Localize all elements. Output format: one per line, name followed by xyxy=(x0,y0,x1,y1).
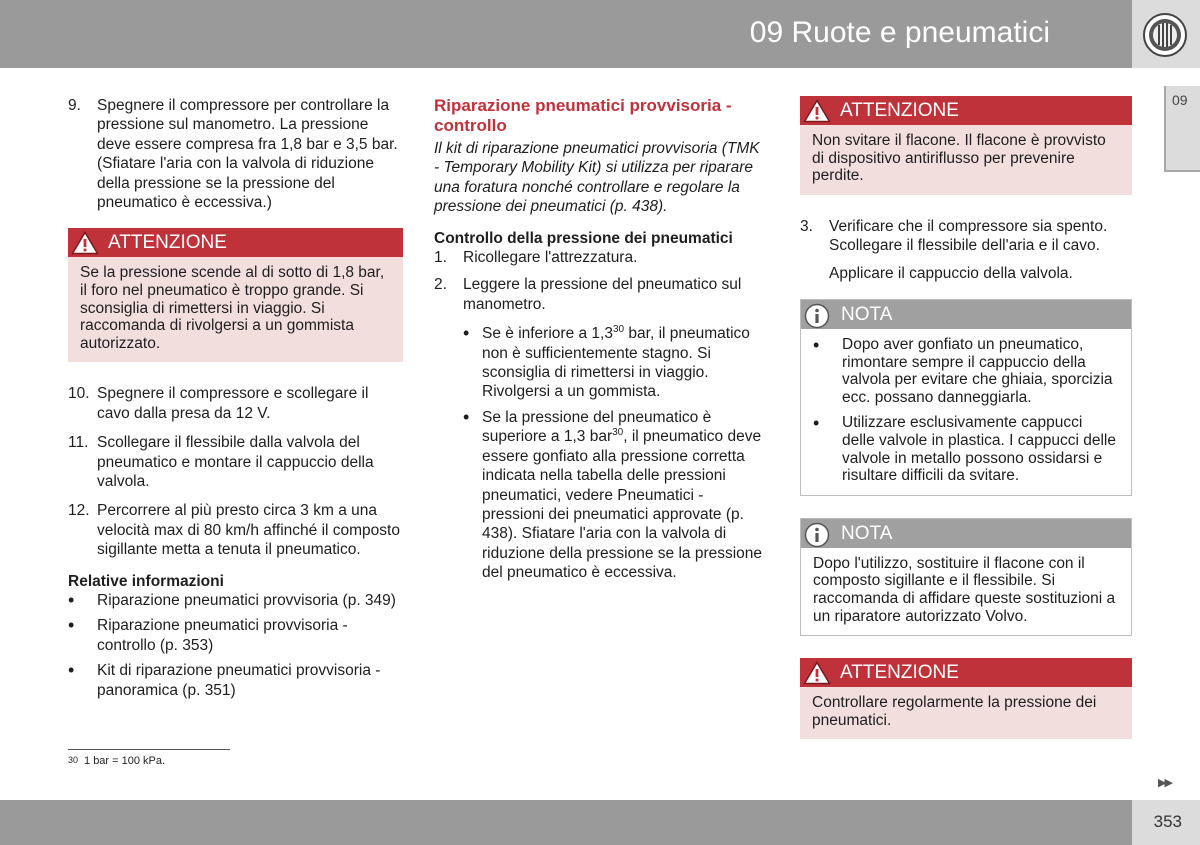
step-9 xyxy=(68,96,403,212)
warning-box xyxy=(68,228,403,362)
list-item xyxy=(813,336,1119,406)
bullet-text: Se la pressione del pneumatico è superiore a 1,3 bar$^{30}$, il pneumatico deve essere gonfiato alla pressione corretta indicata nella tabella delle pressioni pneumatici, vedere Pneumatici - pressioni dei pneumatici approvate (p. 438). Sfiatare l'aria con la valvola di riduzione della pressione se la pressione del pneumatico è eccessiva. xyxy=(482,408,763,582)
note-body xyxy=(801,329,1131,495)
chapter-title: 09 Ruote e pneumatici xyxy=(749,16,1050,49)
related-link[interactable] xyxy=(68,616,403,655)
header-bar xyxy=(0,0,1132,68)
bullet-dot: • xyxy=(68,590,75,611)
bullet-dot: • xyxy=(813,413,820,434)
related-link[interactable] xyxy=(68,591,403,610)
related-link[interactable] xyxy=(68,661,403,700)
info-icon xyxy=(804,303,830,329)
step-2 xyxy=(434,275,769,314)
footer-bar xyxy=(0,800,1132,845)
warning-box xyxy=(800,658,1132,739)
footnote-ref: 30 xyxy=(612,427,624,439)
footnote-mark: 30 xyxy=(68,755,79,765)
page-number: 353 xyxy=(1153,812,1182,831)
note-header xyxy=(801,300,1131,329)
info-icon xyxy=(804,522,830,548)
step-text: Verificare che il compressore sia spento. Scollegare il flessibile dell'aria e il cavo. xyxy=(829,217,1108,255)
step-text: Leggere la pressione del pneumatico sul manometro. xyxy=(463,276,742,313)
warning-box xyxy=(800,96,1132,195)
bullet-text: Dopo aver gonfiato un pneumatico, rimontare sempre il cappuccio della valvola per evitare che ghiaia, sporcizia ecc. possano danneggiarla. xyxy=(842,336,1113,406)
footnote-divider xyxy=(68,749,230,750)
step-number: 12. xyxy=(68,502,90,520)
step-3 xyxy=(800,217,1132,256)
column-right xyxy=(800,96,1132,761)
step-text: Percorrere al più presto circa 3 km a una velocità max di 80 km/h affinché il composto sigillante metta a tenuta il pneumatico. xyxy=(97,502,400,559)
step-11 xyxy=(68,433,403,491)
warning-body: Se la pressione scende al di sotto di 1,8 bar, il foro nel pneumatico è troppo grande. Si sconsiglia di rimettersi in viaggio. Si raccomanda di rivolgersi a un gommista autorizzato. xyxy=(68,257,403,362)
step-10 xyxy=(68,384,403,423)
step-number: 10. xyxy=(68,385,90,403)
chapter-side-tab[interactable] xyxy=(1164,86,1200,172)
warning-header xyxy=(68,228,403,257)
footnote xyxy=(68,755,165,767)
bullet-dot: • xyxy=(68,660,75,681)
related-link-text: Riparazione pneumatici provvisoria (p. 349) xyxy=(97,592,396,610)
list-item xyxy=(463,324,769,402)
related-link-text: Riparazione pneumatici provvisoria - controllo (p. 353) xyxy=(97,617,348,654)
list-item xyxy=(463,408,769,583)
step-extra-text: Applicare il cappuccio della valvola. xyxy=(829,264,1073,282)
step-number: 11. xyxy=(68,434,89,452)
related-link-text: Kit di riparazione pneumatici provvisoria - panoramica (p. 351) xyxy=(97,662,381,699)
list-item xyxy=(813,414,1119,484)
note-body: Dopo l'utilizzo, sostituire il flacone con il composto sigillante e il flessibile. Si raccomanda di affidare queste sostituzioni a un riparatore autorizzato Volvo. xyxy=(801,548,1131,635)
step-text: Scollegare il flessibile dalla valvola del pneumatico e montare il cappuccio della valvola. xyxy=(97,434,374,491)
step-text: Spegnere il compressore per controllare la pressione sul manometro. La pressione deve essere compresa fra 1,8 bar e 3,5 bar. (Sfiatare l'aria con la valvola di riduzione della pressione se la pressione del pneumatico è eccessiva.) xyxy=(97,97,398,212)
note-title: NOTA xyxy=(841,522,893,544)
step-number: 2. xyxy=(434,276,447,294)
step-number: 3. xyxy=(800,217,813,235)
warning-header xyxy=(800,658,1132,687)
subheading: Controllo della pressione dei pneumatici xyxy=(434,229,733,247)
warning-header xyxy=(800,96,1132,125)
warning-title: ATTENZIONE xyxy=(840,662,959,684)
step-text: Ricollegare l'attrezzatura. xyxy=(463,249,638,267)
bullet-dot: • xyxy=(813,335,820,355)
step-text: Spegnere il compressore e scollegare il cavo dalla presa da 12 V. xyxy=(97,385,369,422)
bullet-text: Se è inferiore a $1,3^{30}$ bar, il pneumatico non è sufficientemente stagno. Si sconsiglia di rimettersi in viaggio. Rivolgersi a un gommista. xyxy=(482,324,750,401)
header-icon-box xyxy=(1132,0,1200,68)
warning-body: Controllare regolarmente la pressione dei pneumatici. xyxy=(800,687,1132,739)
tire-icon xyxy=(1142,12,1188,58)
page-number-box xyxy=(1132,800,1200,845)
note-box xyxy=(800,518,1132,636)
warning-title: ATTENZIONE xyxy=(108,232,227,254)
section-title: Riparazione pneumatici provvisoria - controllo xyxy=(434,96,732,135)
chapter-side-tab-label: 09 xyxy=(1172,92,1188,108)
bullet-dot: • xyxy=(463,323,470,344)
warning-body: Non svitare il flacone. Il flacone è provvisto di dispositivo antiriflusso per prevenire perdite. xyxy=(800,125,1132,195)
section-intro: Il kit di riparazione pneumatici provvisoria (TMK - Temporary Mobility Kit) si utilizza per riparare una foratura nonché controllare e regolare la pressione dei pneumatici (p. 438). xyxy=(434,140,760,216)
note-title: NOTA xyxy=(841,304,893,325)
warning-triangle-icon xyxy=(803,661,831,685)
related-heading: Relative informazioni xyxy=(68,572,224,590)
note-header xyxy=(801,519,1131,548)
bullet-dot: • xyxy=(463,406,470,427)
column-left xyxy=(68,96,403,706)
footnote-ref: 30 xyxy=(612,324,625,336)
step-1 xyxy=(434,248,769,267)
note-box xyxy=(800,299,1132,496)
next-page-arrows-icon[interactable]: ▶▶ xyxy=(1158,777,1171,789)
step-12 xyxy=(68,501,403,559)
warning-triangle-icon xyxy=(71,231,99,255)
step-number: 1. xyxy=(434,249,447,267)
bullet-dot: • xyxy=(68,615,75,636)
footnote-text: 1 bar = 100 kPa. xyxy=(84,755,166,767)
warning-triangle-icon xyxy=(803,99,831,123)
step-number: 9. xyxy=(68,97,81,114)
column-middle xyxy=(434,96,769,589)
bullet-text: Utilizzare esclusivamente cappucci delle valvole in plastica. I cappucci delle valvole in metallo possono ossidarsi e risultare difficili da svitare. xyxy=(842,414,1116,485)
warning-title: ATTENZIONE xyxy=(840,100,959,121)
